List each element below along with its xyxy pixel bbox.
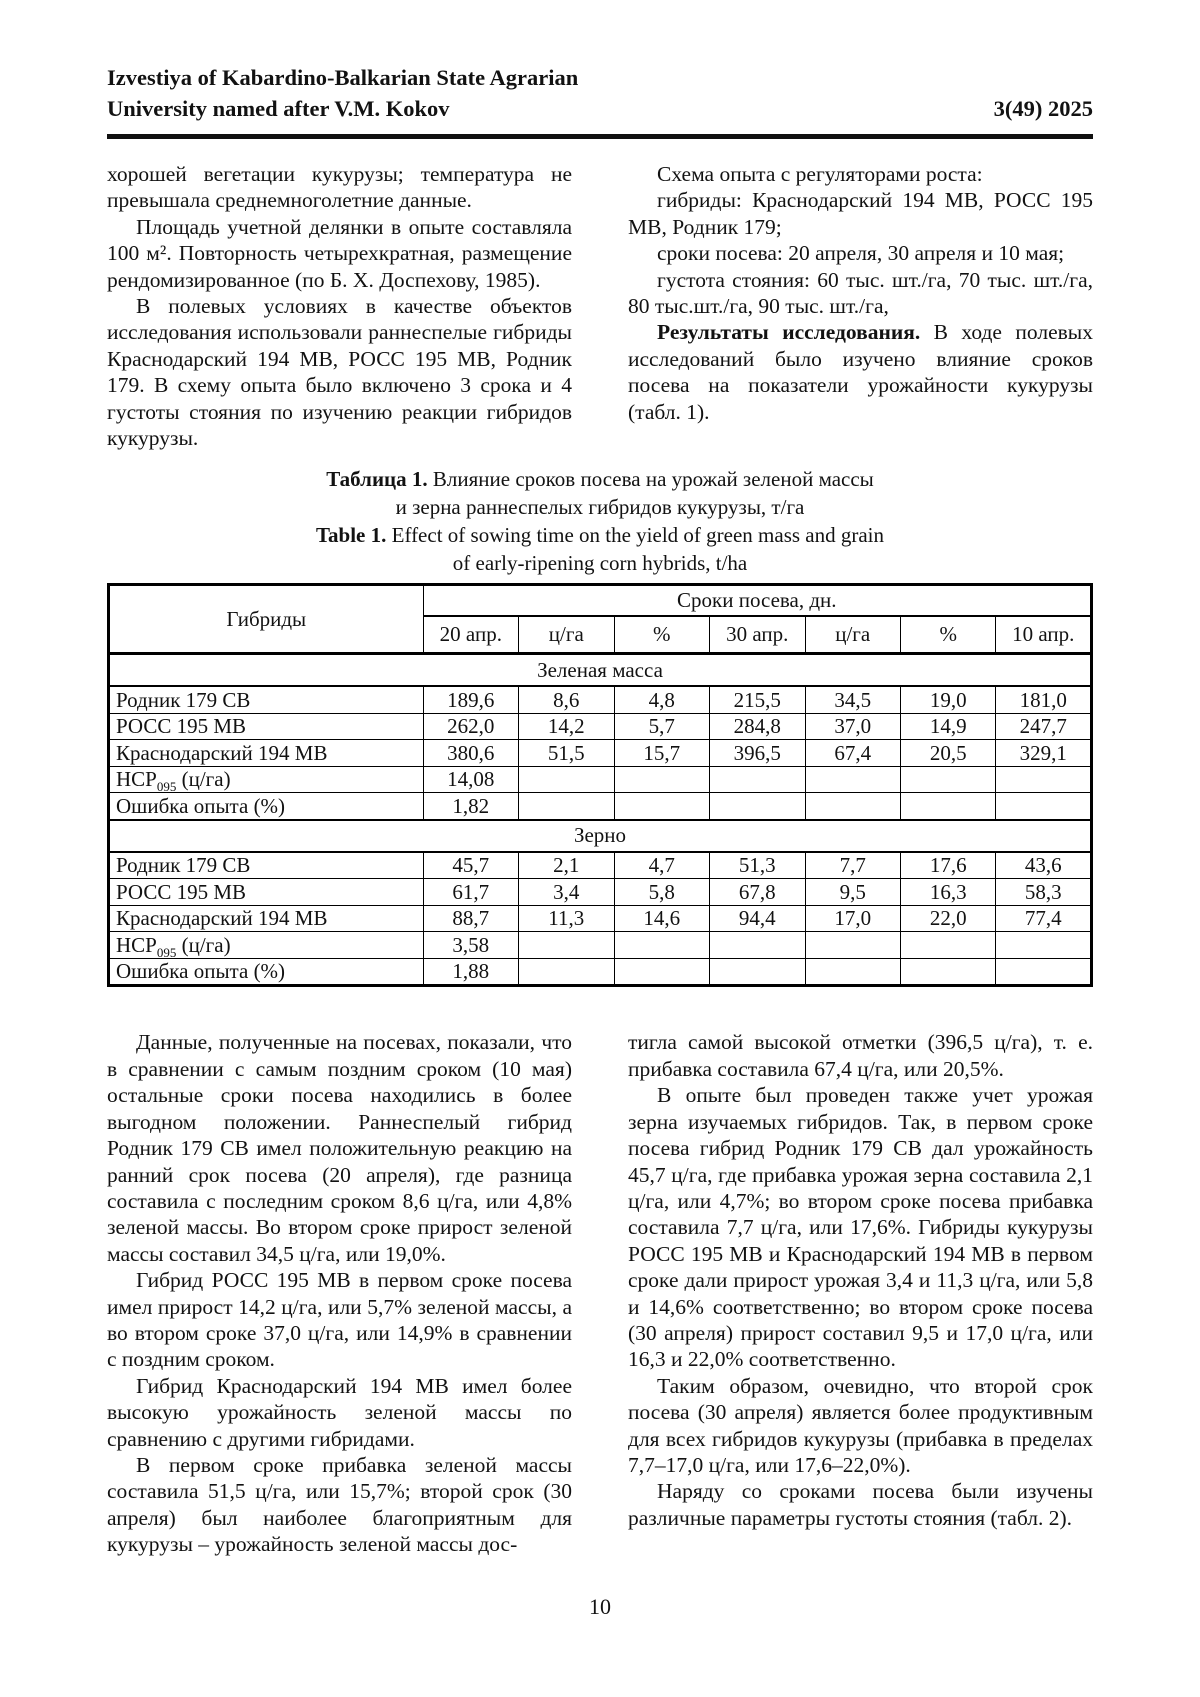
cell: 8,6 xyxy=(519,686,614,713)
cell: 19,0 xyxy=(900,686,995,713)
results-lead: Результаты исследования. xyxy=(657,320,921,345)
cell: 3,4 xyxy=(519,879,614,906)
section-row-grain: Зерно xyxy=(109,820,1092,852)
cell xyxy=(710,793,805,820)
intro-columns xyxy=(107,161,1093,451)
table1-header-group: Сроки посева, дн. xyxy=(423,585,1091,617)
table-row xyxy=(109,686,1092,713)
cell: 16,3 xyxy=(900,879,995,906)
cell xyxy=(805,766,900,793)
row-label: РОСС 195 МВ xyxy=(109,879,424,906)
cell: 5,7 xyxy=(614,713,709,740)
cell: 20,5 xyxy=(900,740,995,767)
cell: 1,88 xyxy=(423,958,518,986)
table-row xyxy=(109,958,1092,986)
cell xyxy=(519,958,614,986)
journal-issue: 3(49) 2025 xyxy=(993,96,1093,121)
row-label-nsr: $НСР_{095}$ (ц/га) xyxy=(109,932,424,959)
cell xyxy=(900,932,995,959)
table-row-nsr xyxy=(109,932,1092,959)
cell xyxy=(614,766,709,793)
section-row-green-mass: Зеленая масса xyxy=(109,654,1092,687)
cell: 67,8 xyxy=(710,879,805,906)
cell xyxy=(614,958,709,986)
cell: 5,8 xyxy=(614,879,709,906)
cell: 284,8 xyxy=(710,713,805,740)
paragraph: гибриды: Краснодарский 194 МВ, РОСС 195 МВ, Родник 179; xyxy=(628,188,1093,239)
caption-en-line1: Table 1. Effect of sowing time on the yield of green mass and grain xyxy=(315,523,885,548)
intro-left-column xyxy=(107,161,572,451)
cell: 61,7 xyxy=(423,879,518,906)
cell xyxy=(996,958,1092,986)
cell: 51,5 xyxy=(519,740,614,767)
cell: 181,0 xyxy=(996,686,1092,713)
cell: 17,0 xyxy=(805,905,900,932)
cell: 3,58 xyxy=(423,932,518,959)
table1-col-30apr: 30 апр. xyxy=(710,616,805,654)
cell: 262,0 xyxy=(423,713,518,740)
table1-col-cga-1: ц/га xyxy=(519,616,614,654)
cell: 94,4 xyxy=(710,905,805,932)
table1-header-hybrids: Гибриды xyxy=(109,585,424,654)
table1-col-20apr: 20 апр. xyxy=(423,616,518,654)
paragraph: Гибрид РОСС 195 МВ в первом сроке посева имел прирост 14,2 ц/га, или 5,7% зеленой массы, а во втором сроке 37,0 ц/га, или 14,9% в сравнении с поздним сроком. xyxy=(107,1268,572,1372)
cell: 329,1 xyxy=(996,740,1092,767)
paragraph: Данные, полученные на посевах, показали, что в сравнении с самым поздним сроком (10 мая) остальные сроки посева находились в более выгодном положении. Раннеспелый гибрид Родник 179 СВ имел положительную реакцию на ранний срок посева (20 апреля), где разница составила с последним сроком 8,6 ц/га, или 4,8% зеленой массы. Во втором сроке прирост зеленой массы составил 34,5 ц/га, или 19,0%. xyxy=(107,1030,572,1266)
cell: 45,7 xyxy=(423,852,518,879)
body-left-column xyxy=(107,1029,572,1557)
cell xyxy=(614,793,709,820)
paragraph: хорошей вегетации кукурузы; температура не превышала среднемноголетние данные. xyxy=(107,162,572,213)
cell: 11,3 xyxy=(519,905,614,932)
cell xyxy=(996,932,1092,959)
cell xyxy=(996,766,1092,793)
cell xyxy=(805,932,900,959)
paragraph: Гибрид Краснодарский 194 МВ имел более высокую урожайность зеленой массы по сравнению с другими гибридами. xyxy=(107,1373,572,1451)
cell xyxy=(710,958,805,986)
caption-ru-line2: и зерна раннеспелых гибридов кукурузы, т/га xyxy=(395,495,805,520)
table-row xyxy=(109,879,1092,906)
cell: 14,9 xyxy=(900,713,995,740)
table1-col-cga-2: ц/га xyxy=(805,616,900,654)
cell: 67,4 xyxy=(805,740,900,767)
table1 xyxy=(107,583,1093,987)
cell: 17,6 xyxy=(900,852,995,879)
cell: 2,1 xyxy=(519,852,614,879)
page-number: 10 xyxy=(589,1594,611,1619)
row-label: Краснодарский 194 МВ xyxy=(109,905,424,932)
paragraph: Площадь учетной делянки в опыте составляла 100 м². Повторность четырехкратная, размещение рендомизированное (по Б. Х. Доспехову, 1985). xyxy=(107,214,572,292)
cell xyxy=(519,766,614,793)
intro-right-column xyxy=(628,161,1093,451)
cell: 15,7 xyxy=(614,740,709,767)
table-row xyxy=(109,793,1092,820)
results-rest: В ходе полевых исследований было изучено влияние сроков посева на показатели урожайности кукурузы (табл. 1). xyxy=(628,320,1093,424)
paragraph: Схема опыта с регуляторами роста: xyxy=(657,162,983,186)
cell xyxy=(996,793,1092,820)
cell: 4,7 xyxy=(614,852,709,879)
cell: 4,8 xyxy=(614,686,709,713)
cell: 14,08 xyxy=(423,766,518,793)
cell xyxy=(900,766,995,793)
paragraph: тигла самой высокой отметки (396,5 ц/га), т. е. прибавка составила 67,4 ц/га, или 20,5%. xyxy=(628,1030,1093,1081)
cell xyxy=(900,958,995,986)
journal-header xyxy=(107,62,1093,139)
body-right-column xyxy=(628,1029,1093,1557)
cell: 58,3 xyxy=(996,879,1092,906)
table-row xyxy=(109,713,1092,740)
table1-col-pct-1: % xyxy=(614,616,709,654)
cell: 396,5 xyxy=(710,740,805,767)
cell xyxy=(710,766,805,793)
table-row xyxy=(109,905,1092,932)
paragraph-results xyxy=(628,319,1093,425)
table1-col-10apr: 10 апр. xyxy=(996,616,1092,654)
row-label: Ошибка опыта (%) xyxy=(109,793,424,820)
journal-title-line1: Izvestiya of Kabardino-Balkarian State Agrarian xyxy=(107,65,579,90)
row-label: Ошибка опыта (%) xyxy=(109,958,424,986)
row-label: РОСС 195 МВ xyxy=(109,713,424,740)
row-label: Краснодарский 194 МВ xyxy=(109,740,424,767)
table1-caption xyxy=(107,465,1093,577)
paragraph: В полевых условиях в качестве объектов исследования использовали раннеспелые гибриды Краснодарский 194 МВ, РОСС 195 МВ, Родник 179. В схему опыта было включено 3 срока и 4 густоты стояния по изучению реакции гибридов кукурузы. xyxy=(107,294,572,451)
cell xyxy=(805,793,900,820)
cell: 88,7 xyxy=(423,905,518,932)
cell: 7,7 xyxy=(805,852,900,879)
paragraph: В первом сроке прибавка зеленой массы составила 51,5 ц/га, или 15,7%; второй срок (30 апреля) был наиболее благоприятным для кукурузы – урожайность зеленой массы дос- xyxy=(107,1452,572,1557)
caption-ru-line1: Таблица 1. Влияние сроков посева на урожай зеленой массы xyxy=(326,467,874,492)
cell xyxy=(805,958,900,986)
cell xyxy=(900,793,995,820)
paragraph: сроки посева: 20 апреля, 30 апреля и 10 мая; xyxy=(657,241,1065,266)
cell: 22,0 xyxy=(900,905,995,932)
cell: 37,0 xyxy=(805,713,900,740)
cell xyxy=(710,932,805,959)
header-rule xyxy=(107,134,1093,139)
cell: 380,6 xyxy=(423,740,518,767)
table-row-nsr xyxy=(109,766,1092,793)
paragraph: В опыте был проведен также учет урожая зерна изучаемых гибридов. Так, в первом сроке посева гибрид Родник 179 СВ дал урожайность 45,7 ц/га, где прибавка урожая зерна составила 2,1 ц/га, или 4,7%; во втором сроке посева прибавка составила 7,7 ц/га, или 17,6%. Гибриды кукурузы РОСС 195 МВ и Краснодарский 194 МВ в первом сроке дали прирост урожая 3,4 и 11,3 ц/га, или 5,8 и 14,6% соответственно; во втором сроке посева (30 апреля) прирост составил 9,5 и 17,0 ц/га, или 16,3 и 22,0% соответственно. xyxy=(628,1083,1093,1372)
caption-en-line2: of early-ripening corn hybrids, t/ha xyxy=(452,551,748,576)
cell: 14,6 xyxy=(614,905,709,932)
cell: 215,5 xyxy=(710,686,805,713)
cell xyxy=(614,932,709,959)
journal-title-line2: University named after V.M. Kokov xyxy=(107,96,450,121)
cell: 34,5 xyxy=(805,686,900,713)
cell: 14,2 xyxy=(519,713,614,740)
cell: 51,3 xyxy=(710,852,805,879)
table-row xyxy=(109,740,1092,767)
cell: 189,6 xyxy=(423,686,518,713)
cell: 9,5 xyxy=(805,879,900,906)
caption-ru-lead: Таблица 1. xyxy=(326,467,428,492)
cell: 43,6 xyxy=(996,852,1092,879)
cell: 1,82 xyxy=(423,793,518,820)
cell xyxy=(519,793,614,820)
paragraph: густота стояния: 60 тыс. шт./га, 70 тыс. шт./га, 80 тыс.шт./га, 90 тыс. шт./га, xyxy=(628,267,1093,319)
row-label: Родник 179 СВ xyxy=(109,686,424,713)
table1-col-pct-2: % xyxy=(900,616,995,654)
table-row xyxy=(109,852,1092,879)
cell xyxy=(519,932,614,959)
row-label-nsr: $НСР_{095}$ (ц/га) xyxy=(109,766,424,793)
paragraph: Таким образом, очевидно, что второй срок посева (30 апреля) является более продуктивным для всех гибридов кукурузы (прибавка в пределах 7,7–17,0 ц/га, или 17,6–22,0%). xyxy=(628,1373,1093,1477)
row-label: Родник 179 СВ xyxy=(109,852,424,879)
paragraph: Наряду со сроками посева были изучены различные параметры густоты стояния (табл. 2). xyxy=(628,1479,1093,1530)
caption-en-lead: Table 1. xyxy=(315,523,387,548)
cell: 247,7 xyxy=(996,713,1092,740)
cell: 77,4 xyxy=(996,905,1092,932)
body-columns xyxy=(107,1029,1093,1557)
